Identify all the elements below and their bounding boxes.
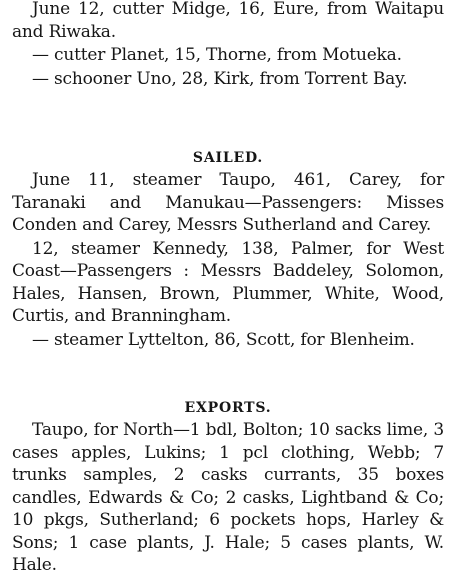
arrived-section [12,0,444,90]
sailed-section [12,147,444,351]
shipping-entry: June 12, cutter Midge, 16, Eure, from Waitapu and Riwaka. [12,0,444,42]
shipping-entry: 12, steamer Kennedy, 138, Palmer, for West Coast—Passengers : Messrs Baddeley, Solomon, Hales, Hansen, Brown, Plummer, White, Wood, Curtis, and Branningham. [12,238,444,326]
shipping-entry: June 11, steamer Taupo, 461, Carey, for Taranaki and Manukau—Passengers: Misses Conden and Carey, Messrs Sutherland and Carey. [12,170,444,235]
section-heading: SAILED. [192,150,264,166]
export-entry: Taupo, for North—1 bdl, Bolton; 10 sacks lime, 3 cases apples, Lukins; 1 pcl clothing, Webb; 7 trunks samples, 2 casks currants, 35 boxes candles, Edwards & Co; 2 casks, Lightband & Co; 10 pkgs, Sutherland; 6 pockets hops, Harley & Sons; 1 case plants, J. Hale; 5 cases plants, W. Hale. [12,420,444,575]
shipping-entry: — steamer Lyttelton, 86, Scott, for Blenheim. [32,329,415,350]
exports-section [12,397,444,577]
shipping-entry: — schooner Uno, 28, Kirk, from Torrent Bay. [32,68,408,89]
section-heading: EXPORTS. [184,400,272,416]
shipping-entry: — cutter Planet, 15, Thorne, from Motueka. [32,45,402,65]
